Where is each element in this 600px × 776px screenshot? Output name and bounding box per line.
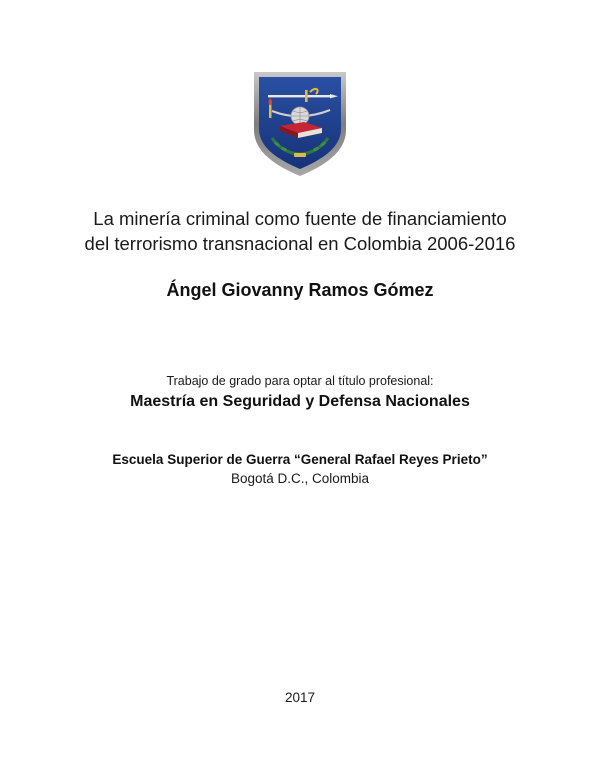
institution-name: Escuela Superior de Guerra “General Rafael Reyes Prieto”	[112, 452, 488, 467]
degree-name: Maestría en Seguridad y Defensa Nacionales	[130, 393, 470, 410]
shield-crest-icon	[250, 68, 350, 180]
thesis-title-line-1: La minería criminal como fuente de financiamiento	[93, 208, 507, 229]
author-name: Ángel Giovanny Ramos Gómez	[166, 280, 434, 300]
thesis-title-line-2: del terrorismo transnacional en Colombia 2006-2016	[84, 233, 516, 254]
degree-intro: Trabajo de grado para optar al título profesional:	[166, 374, 434, 388]
institution-city: Bogotá D.C., Colombia	[230, 471, 370, 486]
publication-year: 2017	[284, 690, 316, 705]
thesis-title	[30, 206, 570, 256]
